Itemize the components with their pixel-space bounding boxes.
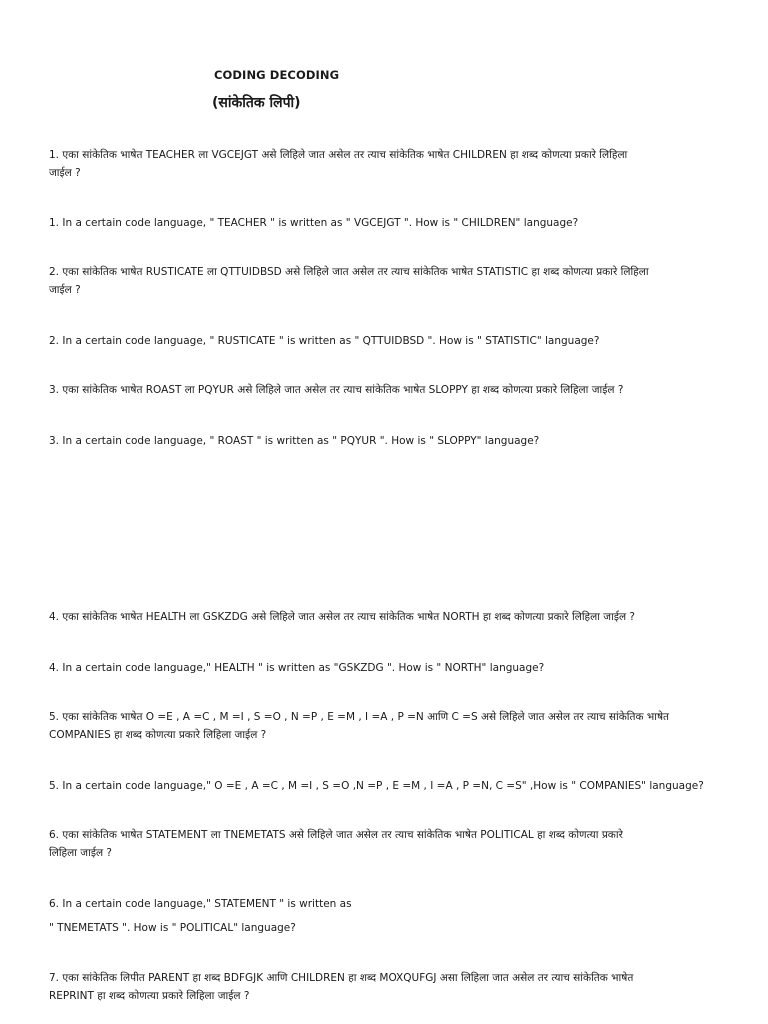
question-6-english-continued bbox=[49, 919, 729, 937]
question-7-marathi bbox=[49, 969, 729, 1005]
question-line: COMPANIES हा शब्द कोणत्या प्रकारे लिहिला जाईल ? bbox=[49, 729, 267, 741]
question-3-english bbox=[49, 432, 729, 450]
question-line: REPRINT हा शब्द कोणत्या प्रकारे लिहिला जाईल ? bbox=[49, 990, 250, 1002]
question-line: 5. In a certain code language," O =E , A =C , M =I , S =O ,N =P , E =M , I =A , P =N, C =S" ,How is " COMPANIES" language? bbox=[49, 780, 704, 792]
question-line: जाईल ? bbox=[49, 167, 81, 179]
question-line: 6. एका सांकेतिक भाषेत STATEMENT ला TNEMETATS असे लिहिले जात असेल तर त्याच सांकेतिक भाषेत POLITICAL हा शब्द कोणत्या प्रकारे bbox=[49, 829, 623, 841]
question-2-english bbox=[49, 332, 729, 350]
question-line: 1. एका सांकेतिक भाषेत TEACHER ला VGCEJGT असे लिहिले जात असेल तर त्याच सांकेतिक भाषेत CHILDREN हा शब्द कोणत्या प्रकारे लिहिला bbox=[49, 149, 628, 161]
question-line: 5. एका सांकेतिक भाषेत O =E , A =C , M =I , S =O , N =P , E =M , I =A , P =N आणि C =S असे लिहिले जात असेल तर त्याच सांकेतिक भाषेत bbox=[49, 711, 670, 723]
question-line: 4. In a certain code language," HEALTH " is written as "GSKZDG ". How is " NORTH" language? bbox=[49, 662, 545, 674]
question-line: 7. एका सांकेतिक लिपीत PARENT हा शब्द BDFGJK आणि CHILDREN हा शब्द MOXQUFGJ असा लिहिला जात असेल तर त्याच सांकेतिक भाषेत bbox=[49, 972, 634, 984]
question-3-marathi bbox=[49, 381, 729, 399]
question-5-marathi bbox=[49, 708, 729, 744]
question-5-english bbox=[49, 777, 729, 795]
question-line: 4. एका सांकेतिक भाषेत HEALTH ला GSKZDG असे लिहिले जात असेल तर त्याच सांकेतिक भाषेत NORTH हा शब्द कोणत्या प्रकारे लिहिला जाईल ? bbox=[49, 611, 635, 623]
question-6-marathi bbox=[49, 826, 729, 862]
question-line: 2. In a certain code language, " RUSTICATE " is written as " QTTUIDBSD ". How is " STATISTIC" language? bbox=[49, 335, 600, 347]
question-line: 3. In a certain code language, " ROAST " is written as " PQYUR ". How is " SLOPPY" language? bbox=[49, 435, 540, 447]
question-line: 6. In a certain code language," STATEMENT " is written as bbox=[49, 898, 352, 910]
question-line: जाईल ? bbox=[49, 284, 81, 296]
question-line: लिहिला जाईल ? bbox=[49, 847, 113, 859]
question-6-english bbox=[49, 895, 729, 913]
question-line: 3. एका सांकेतिक भाषेत ROAST ला PQYUR असे लिहिले जात असेल तर त्याच सांकेतिक भाषेत SLOPPY हा शब्द कोणत्या प्रकारे लिहिला जाईल ? bbox=[49, 384, 624, 396]
question-4-marathi bbox=[49, 608, 729, 626]
question-1-marathi bbox=[49, 146, 729, 182]
document-title: CODING DECODING bbox=[214, 68, 340, 82]
question-2-marathi bbox=[49, 263, 729, 299]
question-line: 2. एका सांकेतिक भाषेत RUSTICATE ला QTTUIDBSD असे लिहिले जात असेल तर त्याच सांकेतिक भाषेत STATISTIC हा शब्द कोणत्या प्रकारे लिहिला bbox=[49, 266, 649, 278]
question-line: 1. In a certain code language, " TEACHER " is written as " VGCEJGT ". How is " CHILDREN" language? bbox=[49, 217, 579, 229]
question-1-english bbox=[49, 214, 729, 232]
question-4-english bbox=[49, 659, 729, 677]
document-subtitle: (सांकेतिक लिपी) bbox=[212, 95, 301, 111]
question-line: " TNEMETATS ". How is " POLITICAL" language? bbox=[49, 922, 296, 934]
